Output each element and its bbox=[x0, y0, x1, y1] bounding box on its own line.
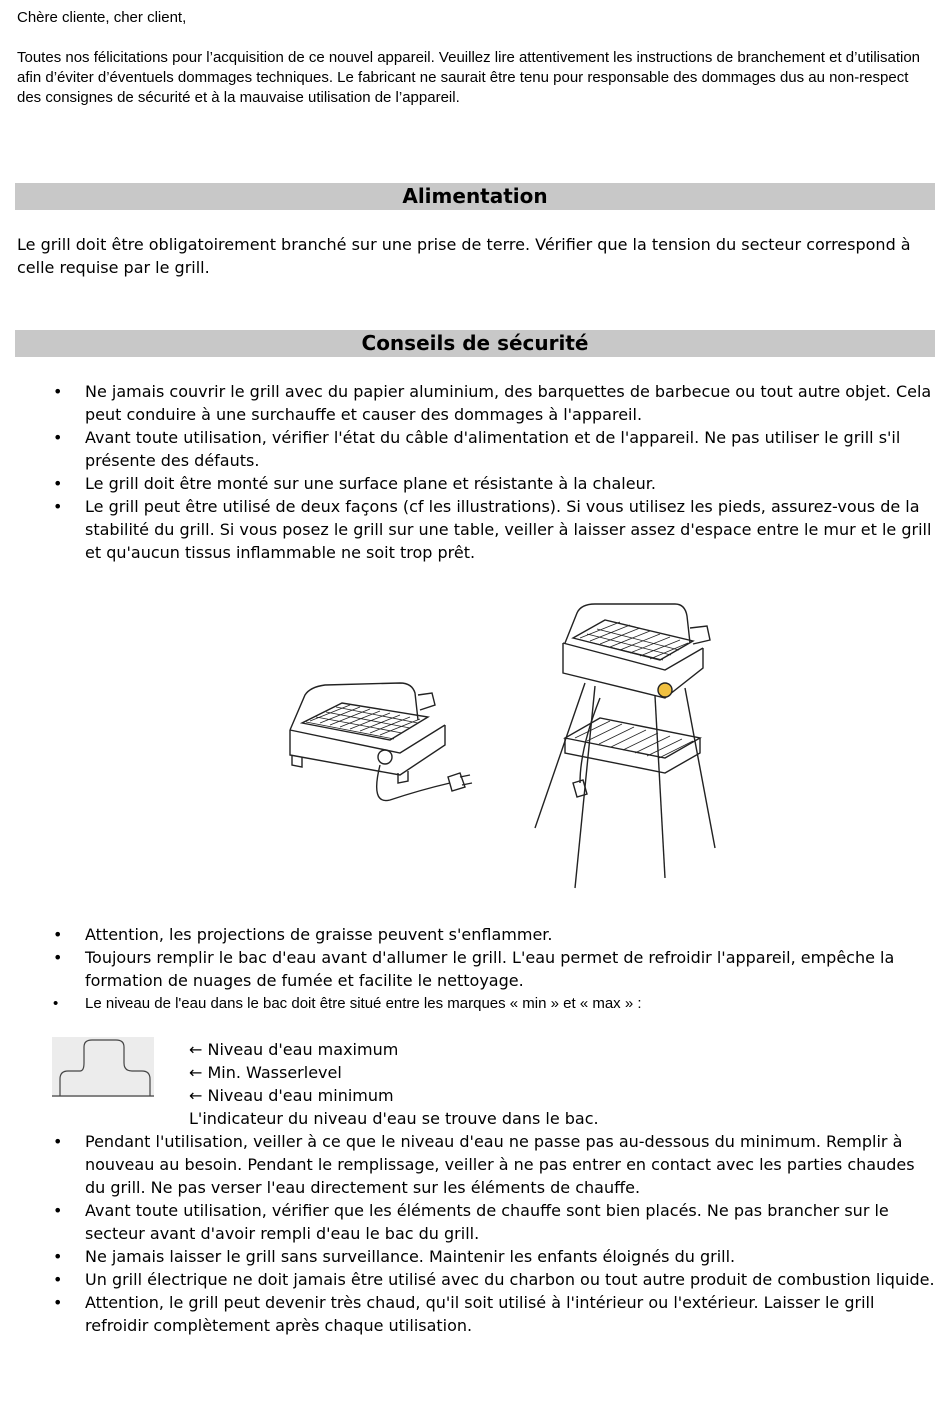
intro bbox=[17, 8, 932, 108]
list-item: • Toujours remplir le bac d'eau avant d'allumer le grill. L'eau permet de refroidir l'appareil, empêche la formation de nuages de fumée et facilite le nettoyage. bbox=[0, 946, 935, 992]
list-item: • Le grill peut être utilisé de deux façons (cf les illustrations). Si vous utilisez les pieds, assurez-vous de la stabilité du grill. Si vous posez le grill sur une table, veiller à laisser assez d'espace entre le mur et le grill et qu'aucun tissus inflammable ne soit trop prêt. bbox=[0, 495, 935, 564]
list-item: • Ne jamais laisser le grill sans surveillance. Maintenir les enfants éloignés du grill. bbox=[0, 1245, 935, 1268]
list-item: • Un grill électrique ne doit jamais être utilisé avec du charbon ou tout autre produit de combustion liquide. bbox=[0, 1268, 935, 1291]
safety-list-3 bbox=[0, 1130, 935, 1337]
list-item: • Avant toute utilisation, vérifier l'état du câble d'alimentation et de l'appareil. Ne pas utiliser le grill s'il présente des défauts. bbox=[0, 426, 935, 472]
table-grill-illustration bbox=[280, 665, 480, 815]
list-item: • Le niveau de l'eau dans le bac doit être situé entre les marques « min » et « max » : bbox=[0, 992, 935, 1015]
water-level-max: ← Niveau d'eau maximum bbox=[189, 1040, 399, 1059]
water-level-note: L'indicateur du niveau d'eau se trouve dans le bac. bbox=[189, 1109, 599, 1128]
list-item: • Avant toute utilisation, vérifier que les éléments de chauffe sont bien placés. Ne pas brancher sur le secteur avant d'avoir rempli d'eau le bac du grill. bbox=[0, 1199, 935, 1245]
water-level-min: ← Niveau d'eau minimum bbox=[189, 1086, 394, 1105]
greeting: Chère cliente, cher client, bbox=[17, 9, 187, 26]
section-title-securite: Conseils de sécurité bbox=[15, 330, 935, 357]
section-title-alimentation: Alimentation bbox=[15, 183, 935, 210]
list-item: • Ne jamais couvrir le grill avec du papier aluminium, des barquettes de barbecue ou tout autre objet. Cela peut conduire à une surchauffe et causer des dommages à l'appareil. bbox=[0, 380, 935, 426]
water-level-mid: ← Min. Wasserlevel bbox=[189, 1063, 342, 1082]
list-item: • Pendant l'utilisation, veiller à ce que le niveau d'eau ne passe pas au-dessous du minimum. Remplir à nouveau au besoin. Pendant le remplissage, veiller à ne pas entrer en contact avec les parties chaudes du grill. Ne pas verser l'eau directement sur les éléments de chauffe. bbox=[0, 1130, 935, 1199]
stand-grill-illustration bbox=[525, 598, 725, 893]
safety-list-1 bbox=[0, 380, 935, 564]
list-item: • Attention, les projections de graisse peuvent s'enflammer. bbox=[0, 923, 935, 946]
safety-list-2 bbox=[0, 923, 935, 1015]
alimentation-text bbox=[17, 233, 932, 279]
alimentation-paragraph: Le grill doit être obligatoirement branché sur une prise de terre. Vérifier que la tension du secteur correspond à celle requise par le grill. bbox=[17, 235, 911, 277]
list-item: • Attention, le grill peut devenir très chaud, qu'il soit utilisé à l'intérieur ou l'extérieur. Laisser le grill refroidir complètement après chaque utilisation. bbox=[0, 1291, 935, 1337]
water-level-labels bbox=[189, 1038, 599, 1130]
intro-paragraph: Toutes nos félicitations pour l’acquisition de ce nouvel appareil. Veuillez lire attentivement les instructions de branchement et d’utilisation afin d’éviter d’éventuels dommages techniques. Le fabricant ne saurait être tenu pour responsable des dommages dus au non-respect des consignes de sécurité et à la mauvaise utilisation de l’appareil. bbox=[17, 49, 921, 106]
water-level-gauge-illustration bbox=[52, 1037, 154, 1097]
list-item: • Le grill doit être monté sur une surface plane et résistante à la chaleur. bbox=[0, 472, 935, 495]
